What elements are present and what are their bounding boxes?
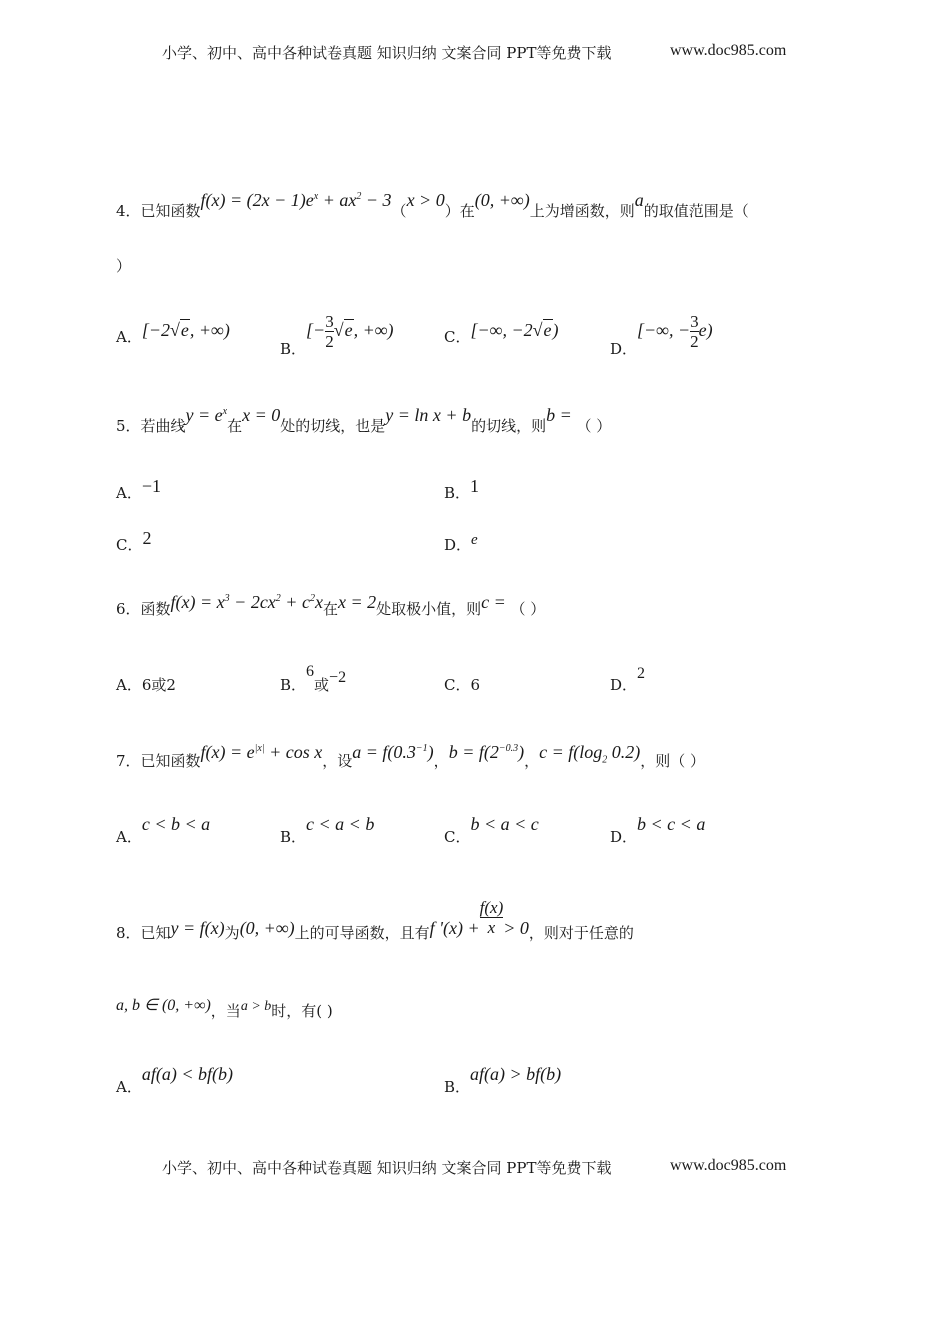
q7-option-c[interactable]: C．b < a < c — [444, 814, 539, 846]
q8-interval: (0, +∞) — [239, 917, 295, 938]
q7-func: $f(x) = e^{|x|} + \cos x$ — [200, 742, 323, 762]
question-8-line2: a, b ∈ (0, +∞)，当a > b时，有( ) — [116, 997, 333, 1020]
q4-var-a: a — [634, 190, 644, 210]
header-url[interactable]: www.doc985.com — [670, 42, 787, 59]
q6-var: c = — [481, 592, 506, 612]
q7-b-def: $b = f(2^{-0.3})$ — [448, 742, 525, 762]
question-8: 8．已知y = f(x)为(0, +∞)上的可导函数，且有f '(x) + $\frac{f(x)}{x}$ > 0，则对于任意的 — [116, 898, 634, 942]
q4-option-a[interactable]: A．[−2√e, +∞) — [116, 320, 230, 346]
q8-option-b[interactable]: B．af(a) > bf(b) — [444, 1064, 562, 1096]
q6-option-d[interactable]: D．2 — [610, 665, 646, 694]
q5-num: 5．若曲线 — [116, 417, 186, 435]
question-7: 7．已知函数$f(x) = e^{|x|} + \cos x$，设$a = f(0.3^{-1})$，$b = f(2^{-0.3})$，$c = f(\log_2$ 0.2)，则（ ） — [116, 742, 706, 770]
header-text: 小学、初中、高中各种试卷真题 知识归纳 文案合同 PPT等免费下载 — [162, 44, 612, 62]
q6-option-a[interactable]: A．6或2 — [116, 676, 176, 694]
q8-cond: a > b — [240, 999, 272, 1014]
q6-func: $f(x) = x^3 - 2cx^2 + c^2x$ — [170, 592, 323, 612]
q4-paren: （ — [391, 202, 407, 220]
q5-option-c[interactable]: C．2 — [116, 528, 152, 554]
q4-cond: x > 0 — [406, 190, 445, 210]
q7-a-def: $a = f(0.3^{-1})$ — [352, 742, 434, 762]
q8-func: y = f(x) — [170, 917, 225, 938]
footer-url[interactable]: www.doc985.com — [670, 1157, 787, 1174]
q4-text-b: 上为增函数，则 — [529, 202, 635, 220]
question-4 — [116, 190, 749, 221]
q8-ab-set: a, b ∈ (0, +∞) — [116, 997, 211, 1014]
q7-c-def: $c = f(\log_2$ 0.2) — [539, 742, 641, 766]
q7-option-d[interactable]: D．b < c < a — [610, 814, 706, 846]
q4-option-c[interactable]: C．[−∞, −2√e) — [444, 320, 559, 346]
q5-option-b[interactable]: B．1 — [444, 476, 480, 502]
q5-curve: $y = e^x$ — [185, 405, 228, 425]
q7-option-a[interactable]: A．c < b < a — [116, 814, 211, 846]
q8-option-a[interactable]: A．af(a) < bf(b) — [116, 1064, 233, 1096]
footer-text: 小学、初中、高中各种试卷真题 知识归纳 文案合同 PPT等免费下载 — [162, 1159, 612, 1177]
q6-option-b[interactable]: B．6或−2 — [280, 663, 347, 694]
q5-var: b = — [546, 405, 572, 425]
q4-func: $f(x) = (2x - 1)e^x + ax^2 - 3$ — [200, 190, 392, 210]
q4-option-b[interactable]: B．[− $\frac{3}{2}$ √e, +∞) — [280, 312, 394, 358]
q4-interval: (0, +∞) — [474, 190, 530, 210]
q4-b-frac: $\frac{3}{2}$ — [325, 312, 334, 351]
q5-option-a[interactable]: A．−1 — [116, 476, 161, 502]
q4-num: 4．已知函数 — [116, 202, 201, 220]
q4-option-d[interactable]: D．[−∞, − $\frac{3}{2}$ e) — [610, 312, 713, 358]
q4-text-a: ）在 — [444, 202, 475, 220]
q5-curve2: y = ln x + b — [385, 405, 472, 425]
q6-point: x = 2 — [337, 592, 377, 612]
q5-point: x = 0 — [242, 405, 281, 425]
q6-option-c[interactable]: C．6 — [444, 676, 481, 694]
q7-option-b[interactable]: B．c < a < b — [280, 814, 375, 846]
q4-d-frac: $\frac{3}{2}$ — [690, 312, 699, 351]
q5-option-d[interactable]: D．e — [444, 532, 478, 554]
question-6: 6．函数$f(x) = x^3 - 2cx^2 + c^2x$在x = 2处取极小值，则c = （ ） — [116, 592, 546, 618]
question-5: 5．若曲线$y = e^x$在x = 0处的切线，也是y = ln x + b的切线，则b = （ ） — [116, 405, 612, 435]
q8-deriv: f '(x) + — [429, 917, 480, 938]
q4-text-c: 的取值范围是（ — [643, 202, 749, 220]
q4-close: ） — [116, 257, 132, 275]
q8-frac: $\frac{f(x)}{x}$ — [479, 898, 504, 937]
